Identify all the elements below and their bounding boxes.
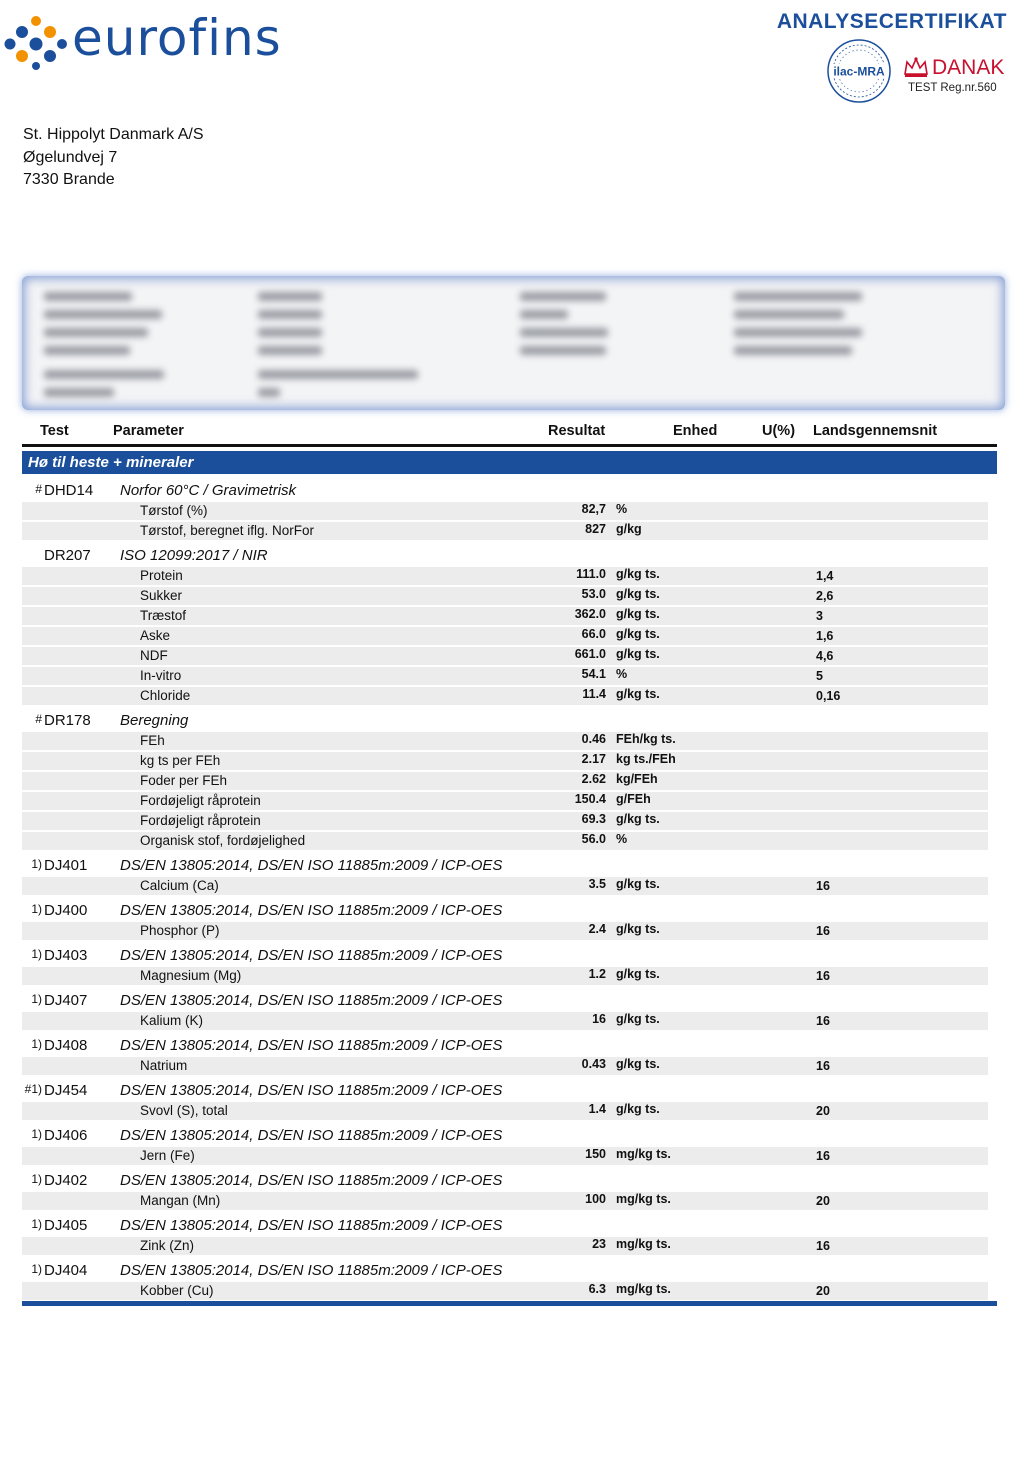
national-average: 16 — [816, 1239, 830, 1253]
parameter-name: Fordøjeligt råprotein — [140, 813, 261, 828]
table-row — [22, 752, 988, 770]
danak-label: DANAK — [932, 56, 1005, 79]
method-name: DS/EN 13805:2014, DS/EN ISO 11885m:2009 / ICP-OES — [120, 947, 503, 964]
result-value: 0.43 — [581, 1057, 606, 1071]
method-row — [0, 992, 1029, 1012]
unit: mg/kg ts. — [616, 1282, 671, 1296]
table-row — [22, 967, 988, 985]
parameter-name: Aske — [140, 628, 171, 643]
unit: g/kg — [616, 522, 642, 536]
table-row — [22, 687, 988, 705]
national-average: 16 — [816, 1014, 830, 1028]
method-name: DS/EN 13805:2014, DS/EN ISO 11885m:2009 / ICP-OES — [120, 1172, 503, 1189]
method-row — [0, 482, 1029, 502]
table-row — [22, 1147, 988, 1165]
col-uncertainty: U(%) — [762, 423, 796, 439]
unit: % — [616, 502, 628, 516]
test-code: DR207 — [44, 547, 91, 564]
unit: g/kg ts. — [616, 587, 660, 601]
col-parameter: Parameter — [113, 423, 184, 439]
parameter-name: Jern (Fe) — [140, 1148, 195, 1163]
address-line: Øgelundvej 7 — [23, 148, 118, 166]
national-average: 2,6 — [816, 589, 834, 603]
method-name: DS/EN 13805:2014, DS/EN ISO 11885m:2009 / ICP-OES — [120, 857, 503, 874]
parameter-name: NDF — [140, 648, 168, 663]
method-row — [0, 712, 1029, 732]
col-landsgennemsnit: Landsgennemsnit — [813, 423, 938, 439]
test-code: DJ404 — [44, 1262, 88, 1279]
unit: g/kg ts. — [616, 922, 660, 936]
result-value: 661.0 — [574, 647, 606, 661]
parameter-name: Foder per FEh — [140, 773, 228, 788]
table-row — [22, 647, 988, 665]
national-average: 16 — [816, 879, 830, 893]
table-row — [22, 522, 988, 540]
method-row — [0, 1172, 1029, 1192]
result-value: 82,7 — [581, 502, 606, 516]
table-bottom-rule — [22, 1301, 997, 1306]
parameter-name: Calcium (Ca) — [140, 878, 219, 893]
parameter-name: Mangan (Mn) — [140, 1193, 221, 1208]
result-value: 6.3 — [588, 1282, 606, 1296]
unit: g/kg ts. — [616, 647, 660, 661]
national-average: 0,16 — [816, 689, 841, 703]
col-test: Test — [40, 423, 69, 439]
unit: g/kg ts. — [616, 1012, 660, 1026]
method-name: DS/EN 13805:2014, DS/EN ISO 11885m:2009 / ICP-OES — [120, 1217, 503, 1234]
table-row — [22, 812, 988, 830]
national-average: 1,6 — [816, 629, 834, 643]
result-value: 66.0 — [581, 627, 606, 641]
unit: g/kg ts. — [616, 1102, 660, 1116]
test-code: DJ401 — [44, 857, 88, 874]
result-value: 100 — [585, 1192, 606, 1206]
result-value: 1.4 — [588, 1102, 606, 1116]
parameter-name: Tørstof (%) — [140, 503, 208, 518]
result-value: 16 — [592, 1012, 606, 1026]
result-value: 3.5 — [588, 877, 606, 891]
table-row — [22, 567, 988, 585]
method-flag: 1) — [31, 1037, 42, 1051]
result-value: 150.4 — [574, 792, 606, 806]
result-value: 56.0 — [581, 832, 606, 846]
method-name: DS/EN 13805:2014, DS/EN ISO 11885m:2009 / ICP-OES — [120, 1262, 503, 1279]
method-flag: 1) — [31, 947, 42, 961]
col-enhed: Enhed — [673, 423, 718, 439]
method-row — [0, 1037, 1029, 1057]
result-value: 827 — [585, 522, 606, 536]
parameter-name: Sukker — [140, 588, 183, 603]
parameter-name: Svovl (S), total — [140, 1103, 228, 1118]
method-name: DS/EN 13805:2014, DS/EN ISO 11885m:2009 / ICP-OES — [120, 1037, 503, 1054]
result-value: 0.46 — [581, 732, 606, 746]
redacted-sample-info — [22, 276, 1005, 410]
parameter-name: Organisk stof, fordøjelighed — [140, 833, 306, 848]
method-name: Norfor 60°C / Gravimetrisk — [120, 482, 297, 499]
national-average: 4,6 — [816, 649, 834, 663]
result-value: 1.2 — [588, 967, 606, 981]
national-average: 20 — [816, 1194, 830, 1208]
ilac-mra-seal — [826, 38, 892, 104]
recipient-address — [23, 124, 204, 192]
table-row — [22, 922, 988, 940]
parameter-name: Zink (Zn) — [140, 1238, 194, 1253]
unit: g/kg ts. — [616, 877, 660, 891]
method-row — [0, 947, 1029, 967]
method-flag: 1) — [31, 902, 42, 916]
result-value: 150 — [585, 1147, 606, 1161]
test-code: DJ408 — [44, 1037, 88, 1054]
national-average: 20 — [816, 1284, 830, 1298]
unit: mg/kg ts. — [616, 1147, 671, 1161]
result-value: 69.3 — [581, 812, 606, 826]
parameter-name: Tørstof, beregnet iflg. NorFor — [140, 523, 315, 538]
parameter-name: Natrium — [140, 1058, 188, 1073]
method-row — [0, 1082, 1029, 1102]
method-flag: 1) — [31, 1172, 42, 1186]
method-row — [0, 1262, 1029, 1282]
parameter-name: Kalium (K) — [140, 1013, 204, 1028]
address-line: St. Hippolyt Danmark A/S — [23, 126, 204, 143]
table-row — [22, 1102, 988, 1120]
test-code: DJ400 — [44, 902, 88, 919]
table-row — [22, 772, 988, 790]
unit: mg/kg ts. — [616, 1237, 671, 1251]
method-flag: 1) — [31, 992, 42, 1006]
table-header — [22, 420, 997, 447]
result-value: 23 — [592, 1237, 606, 1251]
table-row — [22, 667, 988, 685]
brand-name: eurofins — [72, 9, 282, 67]
national-average: 16 — [816, 1059, 830, 1073]
table-row — [22, 1192, 988, 1210]
result-value: 111.0 — [576, 567, 606, 581]
method-name: DS/EN 13805:2014, DS/EN ISO 11885m:2009 / ICP-OES — [120, 1127, 503, 1144]
method-flag: # — [35, 712, 42, 726]
result-value: 53.0 — [581, 587, 606, 601]
eurofins-logo — [0, 8, 290, 70]
test-code: DJ403 — [44, 947, 88, 964]
method-name: DS/EN 13805:2014, DS/EN ISO 11885m:2009 / ICP-OES — [120, 992, 503, 1009]
method-row — [0, 902, 1029, 922]
method-name: DS/EN 13805:2014, DS/EN ISO 11885m:2009 / ICP-OES — [120, 1082, 503, 1099]
test-code: DHD14 — [44, 482, 94, 499]
method-row — [0, 1127, 1029, 1147]
table-row — [22, 502, 988, 520]
unit: g/kg ts. — [616, 812, 660, 826]
method-row — [0, 547, 1029, 567]
parameter-name: In-vitro — [140, 668, 182, 683]
unit: g/kg ts. — [616, 687, 660, 701]
certificate-title: ANALYSECERTIFIKAT — [776, 10, 1007, 33]
parameter-name: kg ts per FEh — [140, 753, 221, 768]
parameter-name: Phosphor (P) — [140, 923, 220, 938]
table-row — [22, 732, 988, 750]
method-row — [0, 1217, 1029, 1237]
national-average: 1,4 — [816, 569, 834, 583]
method-flag: # — [35, 482, 42, 496]
unit: g/kg ts. — [616, 607, 660, 621]
parameter-name: FEh — [140, 733, 165, 748]
national-average: 16 — [816, 969, 830, 983]
method-flag: 1) — [31, 1217, 42, 1231]
parameter-name: Kobber (Cu) — [140, 1283, 214, 1298]
unit: FEh/kg ts. — [616, 732, 676, 746]
unit: kg/FEh — [616, 772, 658, 786]
ilac-label: ilac-MRA — [833, 64, 885, 79]
parameter-name: Magnesium (Mg) — [140, 968, 242, 983]
test-code: DJ406 — [44, 1127, 88, 1144]
section-title: Hø til heste + mineraler — [28, 454, 194, 471]
result-value: 2.4 — [588, 922, 606, 936]
unit: g/kg ts. — [616, 1057, 660, 1071]
result-value: 54.1 — [581, 667, 606, 681]
method-flag: 1) — [31, 1127, 42, 1141]
unit: % — [616, 832, 628, 846]
section-heading — [22, 451, 997, 474]
method-name: ISO 12099:2017 / NIR — [120, 547, 268, 564]
table-row — [22, 1057, 988, 1075]
method-row — [0, 857, 1029, 877]
result-value: 2.62 — [581, 772, 606, 786]
parameter-name: Træstof — [140, 608, 187, 623]
test-code: DJ454 — [44, 1082, 88, 1099]
unit: g/kg ts. — [616, 567, 660, 581]
method-flag: 1) — [31, 1262, 42, 1276]
table-row — [22, 832, 988, 850]
table-row — [22, 627, 988, 645]
unit: g/FEh — [616, 792, 651, 806]
method-name: Beregning — [120, 712, 189, 729]
address-line: 7330 Brande — [23, 171, 115, 188]
test-code: DJ405 — [44, 1217, 88, 1234]
parameter-name: Fordøjeligt råprotein — [140, 793, 261, 808]
table-row — [22, 792, 988, 810]
table-row — [22, 1237, 988, 1255]
result-value: 11.4 — [582, 687, 606, 701]
parameter-name: Chloride — [140, 688, 191, 703]
table-row — [22, 607, 988, 625]
national-average: 16 — [816, 924, 830, 938]
test-code: DR178 — [44, 712, 91, 729]
method-name: DS/EN 13805:2014, DS/EN ISO 11885m:2009 / ICP-OES — [120, 902, 503, 919]
national-average: 3 — [816, 609, 823, 623]
test-code: DJ402 — [44, 1172, 88, 1189]
result-value: 362.0 — [574, 607, 606, 621]
method-flag: #1) — [24, 1082, 42, 1096]
unit: kg ts./FEh — [616, 752, 676, 766]
unit: % — [616, 667, 628, 681]
table-row — [22, 587, 988, 605]
national-average: 16 — [816, 1149, 830, 1163]
method-flag: 1) — [31, 857, 42, 871]
table-row — [22, 1012, 988, 1030]
table-row — [22, 1282, 988, 1300]
national-average: 20 — [816, 1104, 830, 1118]
unit: g/kg ts. — [616, 627, 660, 641]
national-average: 5 — [816, 669, 823, 683]
col-resultat: Resultat — [548, 423, 606, 439]
danak-reg-number: TEST Reg.nr.560 — [908, 82, 997, 94]
logo-dots-icon — [0, 8, 70, 70]
parameter-name: Protein — [140, 568, 183, 583]
table-row — [22, 877, 988, 895]
result-value: 2.17 — [581, 752, 606, 766]
crown-icon — [903, 56, 929, 78]
unit: mg/kg ts. — [616, 1192, 671, 1206]
unit: g/kg ts. — [616, 967, 660, 981]
test-code: DJ407 — [44, 992, 88, 1009]
